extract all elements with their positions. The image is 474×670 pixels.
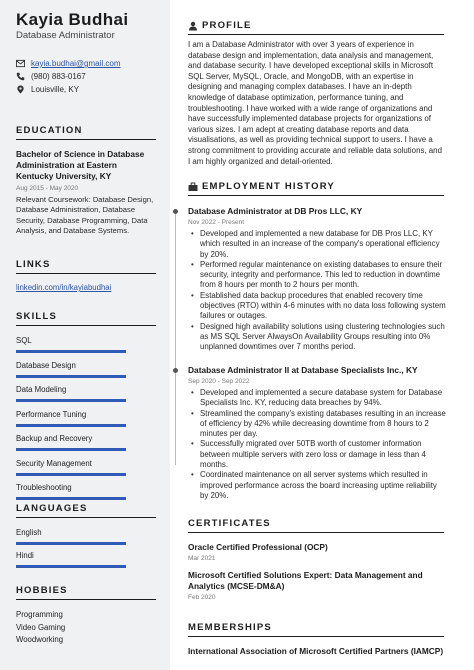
job-title-text: Database Administrator II at Database Specialists Inc., KY — [188, 365, 418, 375]
certificate-name: Microsoft Certified Solutions Expert: Data Management and Analytics (MCSE-DM&A) — [188, 570, 423, 591]
profile-heading — [188, 20, 444, 35]
job-bullet: • Developed and implemented a new database for DB Pros LLC, KY which resulted in an increase of the company's operational efficiency by 20%. — [188, 229, 446, 260]
language-item — [16, 527, 156, 547]
membership-entry — [188, 646, 446, 657]
phone-icon — [16, 72, 25, 81]
job-entry — [188, 206, 446, 353]
job-title-1 — [188, 206, 446, 217]
skill-level-fill — [16, 473, 126, 476]
skill-level-bar — [16, 399, 126, 402]
timeline-line — [175, 210, 176, 465]
skill-level-fill — [16, 350, 126, 353]
skill-name: Performance Tuning — [16, 409, 87, 419]
skill-item — [16, 482, 156, 502]
contact-details — [16, 57, 156, 96]
job-bullet: • Successfully migrated over 50TB worth of customer information between multiple servers with zero loss or damage in less than 4 months. — [188, 439, 446, 470]
hobby-item: Woodworking — [16, 635, 64, 644]
skill-name: Data Modeling — [16, 385, 67, 394]
skill-name: Backup and Recovery — [16, 434, 93, 443]
person-icon — [188, 21, 198, 31]
skill-level-bar — [16, 473, 126, 476]
education-description: Relevant Coursework: Database Design, Database Administration, Database Security, Database Programming, Data Analysis, and Database Systems. — [16, 195, 154, 236]
timeline-dot — [173, 209, 178, 214]
certificate-entry — [188, 570, 446, 602]
membership-name: International Association of Microsoft Certified Partners (IAMCP) — [188, 646, 444, 656]
skill-level-bar — [16, 375, 126, 378]
job-entry — [188, 365, 446, 501]
email-link[interactable]: kayia.budhai@gmail.com — [31, 59, 121, 68]
contact-location-row — [16, 83, 156, 96]
certificate-entry — [188, 542, 446, 563]
languages-heading: LANGUAGES — [16, 503, 156, 518]
job-bullet: • Developed and implemented a secure database system for Database Specialists Inc. KY, reducing data breaches by 94%. — [188, 388, 446, 409]
languages-section — [16, 503, 156, 572]
hobby-item: Video Gaming — [16, 622, 66, 632]
candidate-name: Kayia Budhai — [16, 10, 129, 29]
employment-heading — [188, 181, 444, 196]
briefcase-icon — [188, 182, 198, 192]
skill-item — [16, 335, 156, 355]
hobby-item: Programming — [16, 610, 63, 619]
job-bullet: • Established data backup procedures that enabled recovery time objectives (RTO) within 4-6 minutes with no data loss following system failures or outages. — [188, 291, 446, 322]
location: Louisville, KY — [31, 85, 80, 94]
phone-number: (980) 883-0167 — [31, 72, 86, 81]
contact-phone-row — [16, 70, 156, 83]
links-section — [16, 259, 156, 292]
skill-level-fill — [16, 399, 126, 402]
language-item — [16, 550, 156, 570]
skill-level-fill — [16, 497, 126, 500]
education-section — [16, 125, 156, 237]
skill-item — [16, 384, 156, 404]
skill-item — [16, 409, 156, 429]
languages-list — [16, 527, 156, 570]
language-level-fill — [16, 565, 126, 568]
job-title-text: Database Administrator at DB Pros LLC, KY — [188, 206, 363, 216]
job-bullets — [188, 229, 446, 353]
hobbies-section — [16, 585, 156, 647]
education-degree: Bachelor of Science in Database Administration at Eastern Kentucky University, KY — [16, 149, 145, 181]
certificate-name: Oracle Certified Professional (OCP) — [188, 542, 328, 552]
skill-level-fill — [16, 424, 126, 427]
skill-level-fill — [16, 448, 126, 451]
skill-name: Troubleshooting — [16, 483, 72, 492]
skill-name: Security Management — [16, 458, 92, 468]
certificates-heading — [188, 518, 444, 533]
skill-level-bar — [16, 424, 126, 427]
skills-heading: SKILLS — [16, 311, 156, 326]
certificates-heading-text: CERTIFICATES — [188, 518, 271, 529]
skill-name: Database Design — [16, 360, 76, 370]
certificate-date: Feb 2020 — [188, 594, 216, 601]
skills-section — [16, 311, 156, 507]
language-level-bar — [16, 565, 126, 568]
job-bullets — [188, 388, 446, 501]
profile-heading-text: PROFILE — [202, 20, 252, 31]
linkedin-link[interactable]: linkedin.com/in/kayiabudhai — [16, 283, 112, 292]
job-bullet: • Coordinated maintenance on all server systems which resulted in improved performance across the board increasing uptime reliability by 20%. — [188, 470, 446, 501]
job-bullet: • Performed regular maintenance on existing databases to ensure their security, integrity and performance. This led to reduction in downtime from 8 hours per month to 2 hours per month. — [188, 260, 446, 291]
skill-level-bar — [16, 350, 126, 353]
skill-item — [16, 433, 156, 453]
profile-summary: I am a Database Administrator with over 3 years of experience in database design and implementation, data analysis and management, and database security. I have developed exceptional skills in Microsoft SQL Server, MySQL, Oracle, and MongoDB, with an expertise in designing and managing complex databases. I have an in-depth knowledge of database optimization, performance tuning, and troubleshooting. I have worked with a wide range of organizations and have successfully implemented database projects for organizations of various sizes. I am adept at creating database reports and data visualisations, as well as providing technical support to users. I have a strong commitment to providing accurate and reliable data solutions, and I am highly organized and detail-oriented. — [188, 40, 442, 166]
memberships-heading-text: MEMBERSHIPS — [188, 622, 272, 633]
skill-item — [16, 458, 156, 478]
skills-list — [16, 335, 156, 502]
language-name: English — [16, 528, 42, 537]
hobbies-heading: HOBBIES — [16, 585, 156, 600]
job-bullet: • Designed high availability solutions using clustering technologies such as MS SQL Server AlwaysOn Availability Groups resulting into 0% unplanned downtimes over 7 months period. — [188, 322, 446, 353]
skill-level-bar — [16, 497, 126, 500]
links-heading: LINKS — [16, 259, 156, 274]
skill-level-bar — [16, 448, 126, 451]
education-dates: Aug 2015 - May 2020 — [16, 185, 79, 192]
job-title: Database Administrator — [16, 30, 115, 41]
job-bullet: • Streamlined the company's existing databases resulting in an increase of efficiency by 42% while decreasing downtime from 8 hours to 2 minutes per day. — [188, 409, 446, 440]
job-dates: Nov 2022 - Present — [188, 219, 245, 226]
memberships-heading — [188, 622, 444, 637]
employment-heading-text: EMPLOYMENT HISTORY — [202, 181, 335, 192]
timeline-dot — [173, 368, 178, 373]
skill-level-fill — [16, 375, 126, 378]
language-level-bar — [16, 542, 126, 545]
language-level-fill — [16, 542, 126, 545]
location-pin-icon — [16, 85, 25, 94]
certificate-date: Mar 2021 — [188, 555, 216, 562]
contact-email-row[interactable] — [16, 57, 156, 70]
skill-name: SQL — [16, 336, 32, 345]
skill-item — [16, 360, 156, 380]
job-dates: Sep 2020 - Sep 2022 — [188, 378, 250, 385]
language-name: Hindi — [16, 550, 34, 560]
envelope-icon — [16, 59, 25, 68]
job-title-2 — [188, 365, 446, 376]
education-heading: EDUCATION — [16, 125, 156, 140]
